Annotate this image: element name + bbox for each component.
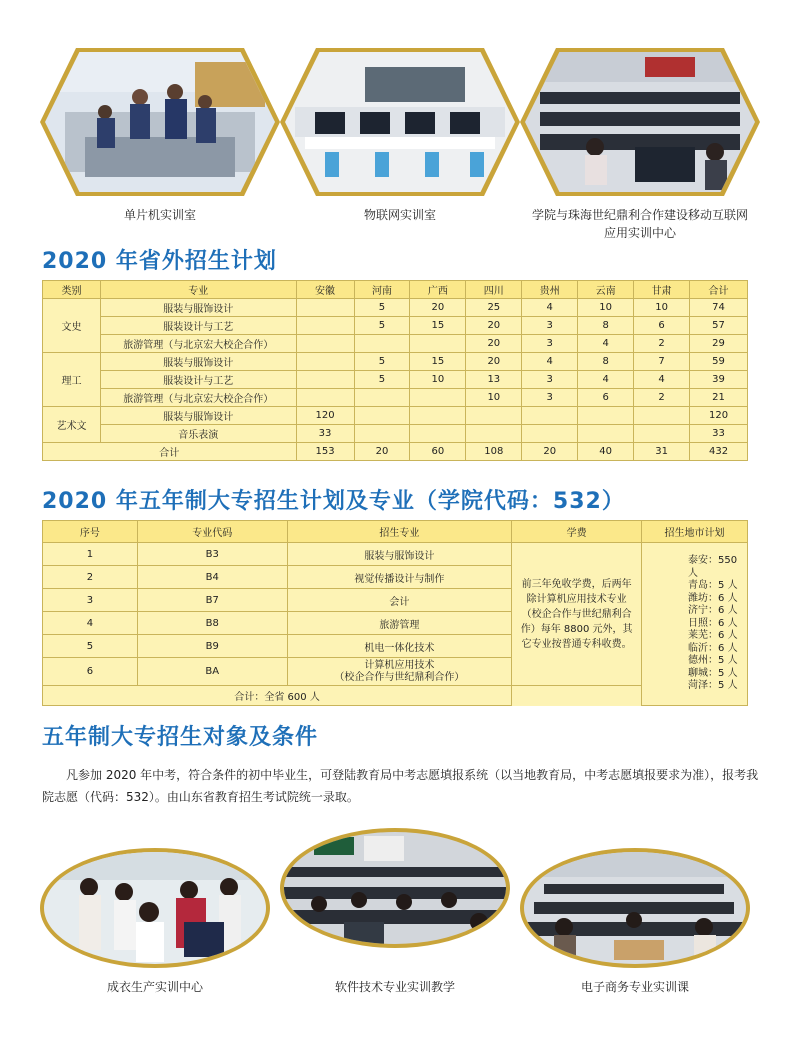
table-cell: 33 — [690, 425, 748, 443]
photo-mobile-internet-center — [525, 52, 755, 192]
table-cell: 3 — [522, 317, 578, 335]
category-cell: 艺术文 — [43, 407, 101, 443]
table-cell: 4 — [634, 371, 690, 389]
photo-garment-center-frame — [40, 848, 270, 968]
table-cell: 29 — [690, 335, 748, 353]
table-cell: 21 — [690, 389, 748, 407]
table-cell — [296, 299, 354, 317]
caption-mobile-internet-center — [505, 206, 775, 242]
table-cell: 59 — [690, 353, 748, 371]
table-cell — [410, 389, 466, 407]
caption-line-1: 学院与珠海世纪鼎利合作建设移动互联网 — [531, 208, 748, 222]
caption-line-2: 应用实训中心 — [603, 226, 676, 240]
table-cell: 机电一体化技术 — [287, 635, 512, 658]
table-cell: 57 — [690, 317, 748, 335]
table-cell: 视觉传播设计与制作 — [287, 566, 512, 589]
table-cell — [410, 335, 466, 353]
header-cell: 专业代码 — [137, 521, 287, 543]
table-cell: 74 — [690, 299, 748, 317]
header-cell: 广西 — [410, 281, 466, 299]
table-cell — [296, 353, 354, 371]
table-cell: 8 — [578, 317, 634, 335]
total-cell: 432 — [690, 443, 748, 461]
table-cell: 5 — [43, 635, 138, 658]
table-cell: 6 — [634, 317, 690, 335]
table-cell: 10 — [410, 371, 466, 389]
five-year-plan-table — [42, 520, 748, 706]
fee-line: 作）每年 8800 元外，其 — [520, 623, 633, 635]
table-cell — [522, 425, 578, 443]
table-cell — [296, 389, 354, 407]
table-row — [43, 371, 748, 389]
table-cell — [578, 407, 634, 425]
photo-mobile-internet-center-frame — [520, 48, 760, 196]
fee-line: （校企合作与世纪鼎利合 — [521, 608, 632, 620]
table-cell: 15 — [410, 317, 466, 335]
photo-software-training — [284, 832, 506, 944]
table-row — [43, 335, 748, 353]
table-cell — [354, 389, 410, 407]
city-item: 青岛：5 人 — [688, 580, 738, 592]
photo-iot-lab — [285, 52, 515, 192]
table-cell: 13 — [466, 371, 522, 389]
table-cell: 20 — [466, 353, 522, 371]
table-row — [43, 299, 748, 317]
table-cell: 5 — [354, 299, 410, 317]
photo-mcu-lab-frame — [40, 48, 280, 196]
photo-iot-lab-frame — [280, 48, 520, 196]
table-cell: 7 — [634, 353, 690, 371]
header-cell: 序号 — [43, 521, 138, 543]
table-cell: 39 — [690, 371, 748, 389]
table-cell — [354, 407, 410, 425]
city-item: 泰安：550 人 — [688, 555, 738, 579]
table-cell: 4 — [522, 353, 578, 371]
fee-line: 前三年免收学费，后两年 — [521, 578, 632, 590]
table-row — [43, 353, 748, 371]
header-cell: 专业 — [100, 281, 296, 299]
table-cell — [287, 658, 512, 686]
caption-mcu-lab: 单片机实训室 — [123, 208, 196, 222]
table-cell: 2 — [634, 335, 690, 353]
table-row — [43, 317, 748, 335]
table-cell: 3 — [43, 589, 138, 612]
table-cell: 6 — [43, 658, 138, 686]
category-cell: 文史 — [43, 299, 101, 353]
table-cell — [634, 425, 690, 443]
table-cell: 15 — [410, 353, 466, 371]
header-cell: 类别 — [43, 281, 101, 299]
table-cell: 8 — [578, 353, 634, 371]
header-cell: 学费 — [512, 521, 642, 543]
table-cell: 服装与服饰设计 — [100, 353, 296, 371]
total-cell: 40 — [578, 443, 634, 461]
table-cell: 4 — [522, 299, 578, 317]
header-cell: 甘肃 — [634, 281, 690, 299]
table-cell: 会计 — [287, 589, 512, 612]
section-title-out-of-province-plan: 2020 年省外招生计划 — [42, 249, 277, 274]
table-cell: 20 — [410, 299, 466, 317]
table-cell: 旅游管理（与北京宏大校企合作） — [100, 335, 296, 353]
table-cell: B4 — [137, 566, 287, 589]
header-cell: 招生地市计划 — [642, 521, 748, 543]
table-cell: BA — [137, 658, 287, 686]
table-cell: 2 — [43, 566, 138, 589]
table-cell: 10 — [578, 299, 634, 317]
table-row — [43, 407, 748, 425]
section-title-admission-conditions: 五年制大专招生对象及条件 — [42, 725, 319, 750]
total-cell: 153 — [296, 443, 354, 461]
table-row — [43, 425, 748, 443]
city-item: 临沂：6 人 — [688, 642, 738, 654]
caption-ecommerce-class: 电子商务专业实训课 — [580, 980, 689, 994]
table-cell: 25 — [466, 299, 522, 317]
table-total-row — [43, 443, 748, 461]
table-cell — [354, 425, 410, 443]
table-cell — [466, 407, 522, 425]
table-cell: 3 — [522, 389, 578, 407]
table-cell: 服装设计与工艺 — [100, 317, 296, 335]
header-cell: 云南 — [578, 281, 634, 299]
city-item: 日照：6 人 — [688, 617, 738, 629]
table-cell — [522, 407, 578, 425]
photo-ecommerce-class — [524, 852, 746, 964]
table-row — [43, 543, 748, 566]
fee-line: 除计算机应用技术专业 — [526, 593, 627, 605]
table-cell: B7 — [137, 589, 287, 612]
table-cell: 33 — [296, 425, 354, 443]
city-item: 德州：5 人 — [688, 655, 738, 667]
table-cell: 120 — [296, 407, 354, 425]
table-row — [43, 389, 748, 407]
city-item: 莱芜：6 人 — [688, 630, 738, 642]
header-cell: 四川 — [466, 281, 522, 299]
table-header-row — [43, 521, 748, 543]
header-cell: 贵州 — [522, 281, 578, 299]
city-item: 潍坊：6 人 — [688, 592, 738, 604]
table-cell — [296, 317, 354, 335]
total-cell: 合计：全省 600 人 — [43, 686, 512, 706]
out-of-province-plan-table — [42, 280, 748, 461]
header-cell: 安徽 — [296, 281, 354, 299]
table-cell — [578, 425, 634, 443]
table-cell: B3 — [137, 543, 287, 566]
table-cell: 服装设计与工艺 — [100, 371, 296, 389]
table-cell: 5 — [354, 353, 410, 371]
total-cell: 60 — [410, 443, 466, 461]
table-cell — [296, 371, 354, 389]
table-cell: 1 — [43, 543, 138, 566]
table-cell: 4 — [578, 371, 634, 389]
table-cell: 5 — [354, 317, 410, 335]
table-cell — [410, 407, 466, 425]
photo-software-training-frame — [280, 828, 510, 948]
photo-mcu-lab — [45, 52, 275, 192]
major-line: （校企合作与世纪鼎利合作） — [334, 671, 465, 683]
table-cell: 服装与服饰设计 — [287, 543, 512, 566]
city-item: 济宁：6 人 — [688, 605, 738, 617]
table-cell — [354, 335, 410, 353]
table-cell: B9 — [137, 635, 287, 658]
total-cell: 20 — [522, 443, 578, 461]
major-line: 计算机应用技术 — [364, 659, 435, 671]
header-cell: 招生专业 — [287, 521, 512, 543]
table-cell — [410, 425, 466, 443]
city-item: 聊城：5 人 — [688, 667, 738, 679]
table-cell: 4 — [578, 335, 634, 353]
admission-paragraph: 凡参加 2020 年中考，符合条件的初中毕业生，可登陆教育局中考志愿填报系统（以当地教育局，中考志愿填报要求为准），报考我院志愿（代码：532）。由山东省教育招生考试院统一录取。 — [42, 768, 759, 804]
table-cell: 3 — [522, 371, 578, 389]
table-cell: 旅游管理 — [287, 612, 512, 635]
table-cell: 10 — [634, 299, 690, 317]
table-cell: 音乐表演 — [100, 425, 296, 443]
city-plan-cell — [642, 543, 748, 706]
table-cell: 服装与服饰设计 — [100, 299, 296, 317]
table-cell: 120 — [690, 407, 748, 425]
table-cell: B8 — [137, 612, 287, 635]
total-cell: 108 — [466, 443, 522, 461]
header-cell: 河南 — [354, 281, 410, 299]
table-cell: 20 — [466, 317, 522, 335]
table-cell — [296, 335, 354, 353]
table-cell: 5 — [354, 371, 410, 389]
caption-software-training: 软件技术专业实训教学 — [334, 980, 455, 994]
table-cell: 6 — [578, 389, 634, 407]
section-title-five-year-plan: 2020 年五年制大专招生计划及专业（学院代码：532） — [42, 489, 625, 514]
category-cell: 理工 — [43, 353, 101, 407]
tuition-cell — [512, 543, 642, 686]
table-cell: 服装与服饰设计 — [100, 407, 296, 425]
header-cell: 合计 — [690, 281, 748, 299]
photo-ecommerce-class-frame — [520, 848, 750, 968]
table-cell — [634, 407, 690, 425]
total-cell: 31 — [634, 443, 690, 461]
table-cell — [466, 425, 522, 443]
total-label-cell: 合计 — [43, 443, 297, 461]
caption-garment-center: 成衣生产实训中心 — [106, 980, 203, 994]
table-header-row — [43, 281, 748, 299]
city-item: 菏泽：5 人 — [688, 680, 738, 692]
table-cell: 10 — [466, 389, 522, 407]
table-cell: 20 — [466, 335, 522, 353]
table-cell: 旅游管理（与北京宏大校企合作） — [100, 389, 296, 407]
table-cell: 2 — [634, 389, 690, 407]
table-cell: 4 — [43, 612, 138, 635]
total-cell: 20 — [354, 443, 410, 461]
caption-iot-lab: 物联网实训室 — [363, 208, 436, 222]
fee-line: 它专业按普通专科收费。 — [521, 638, 632, 650]
photo-garment-center — [44, 852, 266, 964]
table-cell: 3 — [522, 335, 578, 353]
